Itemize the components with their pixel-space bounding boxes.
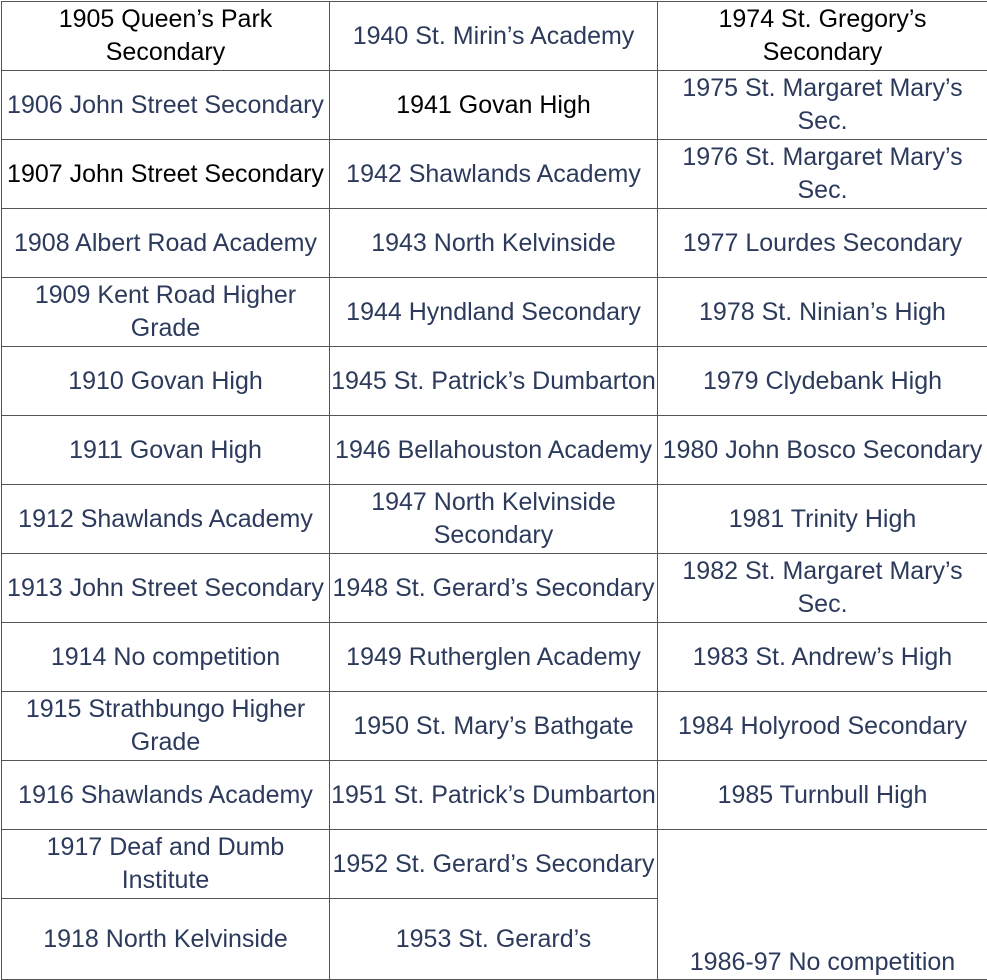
table-cell: 1914 No competition bbox=[2, 623, 330, 692]
table-cell: 1950 St. Mary’s Bathgate bbox=[330, 692, 658, 761]
table-cell: 1975 St. Margaret Mary’s Sec. bbox=[658, 71, 987, 140]
table-cell: 1981 Trinity High bbox=[658, 485, 987, 554]
table-cell: 1912 Shawlands Academy bbox=[2, 485, 330, 554]
table-cell: 1918 North Kelvinside bbox=[2, 899, 330, 980]
table-cell: 1953 St. Gerard’s bbox=[330, 899, 658, 980]
table-cell: 1908 Albert Road Academy bbox=[2, 209, 330, 278]
table-cell: 1907 John Street Secondary bbox=[2, 140, 330, 209]
table-cell: 1946 Bellahouston Academy bbox=[330, 416, 658, 485]
table-cell: 1985 Turnbull High bbox=[658, 761, 987, 830]
table-cell: 1984 Holyrood Secondary bbox=[658, 692, 987, 761]
table-cell: 1905 Queen’s Park Secondary bbox=[2, 2, 330, 71]
table-cell: 1974 St. Gregory’s Secondary bbox=[658, 2, 987, 71]
table-cell: 1982 St. Margaret Mary’s Sec. bbox=[658, 554, 987, 623]
table-row bbox=[2, 140, 987, 209]
table-cell: 1951 St. Patrick’s Dumbarton bbox=[330, 761, 658, 830]
table-row bbox=[2, 761, 987, 830]
table-cell: 1944 Hyndland Secondary bbox=[330, 278, 658, 347]
table-cell: 1915 Strathbungo Higher Grade bbox=[2, 692, 330, 761]
table-cell: 1943 North Kelvinside bbox=[330, 209, 658, 278]
table-row bbox=[2, 71, 987, 140]
table-cell: 1977 Lourdes Secondary bbox=[658, 209, 987, 278]
table-row bbox=[2, 692, 987, 761]
winners-table bbox=[1, 1, 987, 980]
table-cell: 1976 St. Margaret Mary’s Sec. bbox=[658, 140, 987, 209]
table-cell: 1913 John Street Secondary bbox=[2, 554, 330, 623]
table-cell: 1947 North Kelvinside Secondary bbox=[330, 485, 658, 554]
table-cell: 1911 Govan High bbox=[2, 416, 330, 485]
table-row bbox=[2, 347, 987, 416]
table-row bbox=[2, 554, 987, 623]
table-cell: 1941 Govan High bbox=[330, 71, 658, 140]
table-cell: 1986-97 No competition bbox=[658, 830, 987, 980]
table-cell: 1910 Govan High bbox=[2, 347, 330, 416]
table-row bbox=[2, 416, 987, 485]
table-cell: 1978 St. Ninian’s High bbox=[658, 278, 987, 347]
table-cell: 1917 Deaf and Dumb Institute bbox=[2, 830, 330, 899]
table-cell: 1952 St. Gerard’s Secondary bbox=[330, 830, 658, 899]
table-cell: 1909 Kent Road Higher Grade bbox=[2, 278, 330, 347]
table-cell: 1916 Shawlands Academy bbox=[2, 761, 330, 830]
table-row bbox=[2, 485, 987, 554]
table-row bbox=[2, 2, 987, 71]
table-cell: 1906 John Street Secondary bbox=[2, 71, 330, 140]
table-row bbox=[2, 209, 987, 278]
table-cell: 1948 St. Gerard’s Secondary bbox=[330, 554, 658, 623]
table-row bbox=[2, 623, 987, 692]
table-cell: 1980 John Bosco Secondary bbox=[658, 416, 987, 485]
table-cell: 1942 Shawlands Academy bbox=[330, 140, 658, 209]
table-cell: 1940 St. Mirin’s Academy bbox=[330, 2, 658, 71]
table-cell: 1979 Clydebank High bbox=[658, 347, 987, 416]
table-cell: 1949 Rutherglen Academy bbox=[330, 623, 658, 692]
table-row bbox=[2, 278, 987, 347]
table-cell: 1945 St. Patrick’s Dumbarton bbox=[330, 347, 658, 416]
table-row bbox=[2, 830, 987, 899]
table-cell: 1983 St. Andrew’s High bbox=[658, 623, 987, 692]
